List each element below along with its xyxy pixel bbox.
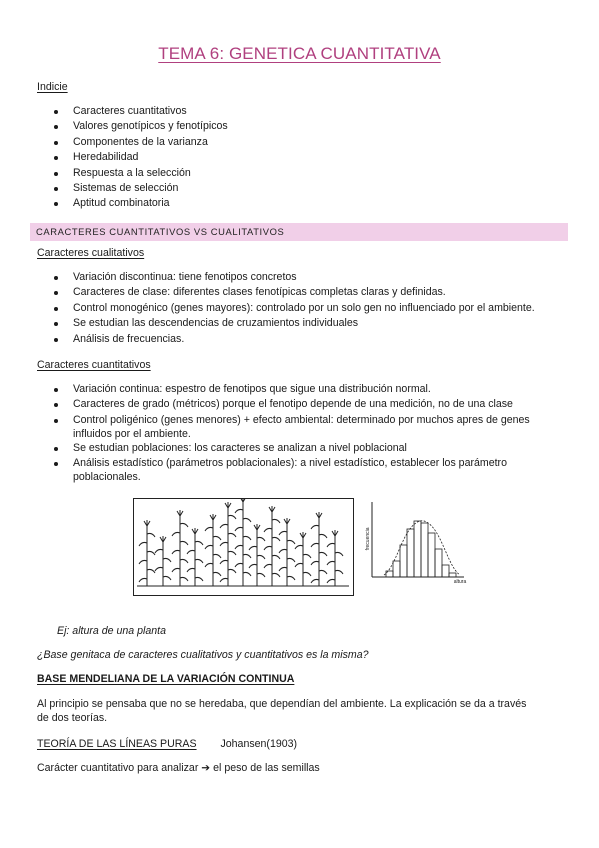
question-line: ¿Base genitaca de caracteres cualitativos y cuantitativos es la misma? <box>37 649 369 661</box>
arrow-right-icon: ➔ <box>201 762 211 774</box>
teoria-heading: TEORÍA DE LAS LÍNEAS PURAS <box>37 738 197 750</box>
index-item: Componentes de la varianza <box>36 135 556 150</box>
caracter-line <box>37 762 320 775</box>
histogram-bar <box>449 573 456 577</box>
histogram-bar <box>393 561 400 577</box>
index-item: Valores genotípicos y fenotípicos <box>36 119 556 134</box>
histogram-ylabel: frecuencia <box>365 527 371 551</box>
index-item: Aptitud combinatoria <box>36 196 556 211</box>
section-band-title: CARACTERES CUANTITATIVOS VS CUALITATIVOS <box>36 226 285 237</box>
cuantitativos-item: Variación continua: espestro de fenotipos que sigue una distribución normal. <box>36 382 566 397</box>
index-heading: Indicie <box>37 81 68 93</box>
cuantitativos-item: Análisis estadístico (parámetros poblacionales): a nivel estadístico, establecer los parámetro poblacionales. <box>36 456 566 484</box>
teoria-author: Johansen(1903) <box>220 738 298 750</box>
histogram-bar <box>421 523 428 577</box>
histogram-xlabel: altura <box>453 579 467 585</box>
histogram-figure <box>364 497 468 587</box>
cuantitativos-item: Control poligénico (genes menores) + efecto ambiental: determinado por muchos apres de genes influidos por el ambiente. <box>36 413 566 441</box>
cualitativos-item: Análisis de frecuencias. <box>36 332 566 347</box>
index-item: Sistemas de selección <box>36 181 556 196</box>
cualitativos-item: Se estudian las descendencias de cruzamientos individuales <box>36 316 566 331</box>
cuantitativos-item: Se estudian poblaciones: los caracteres se analizan a nivel poblacional <box>36 441 566 456</box>
histogram-bar <box>414 521 421 577</box>
corn-plants-figure <box>133 498 354 596</box>
histogram-bar <box>407 529 414 577</box>
index-item: Caracteres cuantitativos <box>36 104 556 119</box>
caracter-text-before: Carácter cuantitativo para analizar <box>37 762 199 774</box>
cualitativos-item: Control monogénico (genes mayores): controlado por un solo gen no influenciado por el ambiente. <box>36 301 566 316</box>
index-item: Heredabilidad <box>36 150 556 165</box>
cuantitativos-list <box>36 382 566 484</box>
histogram-bar <box>442 565 449 577</box>
index-list <box>36 104 556 212</box>
cualitativos-heading: Caracteres cualitativos <box>37 247 145 259</box>
section-band <box>30 223 568 241</box>
mendel-heading: BASE MENDELIANA DE LA VARIACIÓN CONTINUA <box>37 673 295 685</box>
example-caption: Ej: altura de una planta <box>57 625 166 637</box>
index-item: Respuesta a la selección <box>36 166 556 181</box>
mendel-paragraph-line-2: de dos teorías. <box>37 712 108 724</box>
histogram-bar <box>435 549 442 577</box>
page-title: TEMA 6: GENETICA CUANTITATIVA <box>158 44 441 63</box>
histogram-bar <box>428 533 435 577</box>
teoria-line <box>37 738 297 751</box>
histogram-bar <box>400 545 407 577</box>
cuantitativos-heading: Caracteres cuantitativos <box>37 359 151 371</box>
cualitativos-item: Variación discontinua: tiene fenotipos concretos <box>36 270 566 285</box>
cualitativos-list <box>36 270 566 347</box>
cuantitativos-item: Caracteres de grado (métricos) porque el fenotipo depende de una medición, no de una clase <box>36 397 566 412</box>
cualitativos-item: Caracteres de clase: diferentes clases fenotípicas completas claras y definidas. <box>36 285 566 300</box>
caracter-text-after: el peso de las semillas <box>213 762 320 774</box>
mendel-paragraph-line-1: Al principio se pensaba que no se heredaba, que dependían del ambiente. La explicación se da a través <box>37 698 527 710</box>
